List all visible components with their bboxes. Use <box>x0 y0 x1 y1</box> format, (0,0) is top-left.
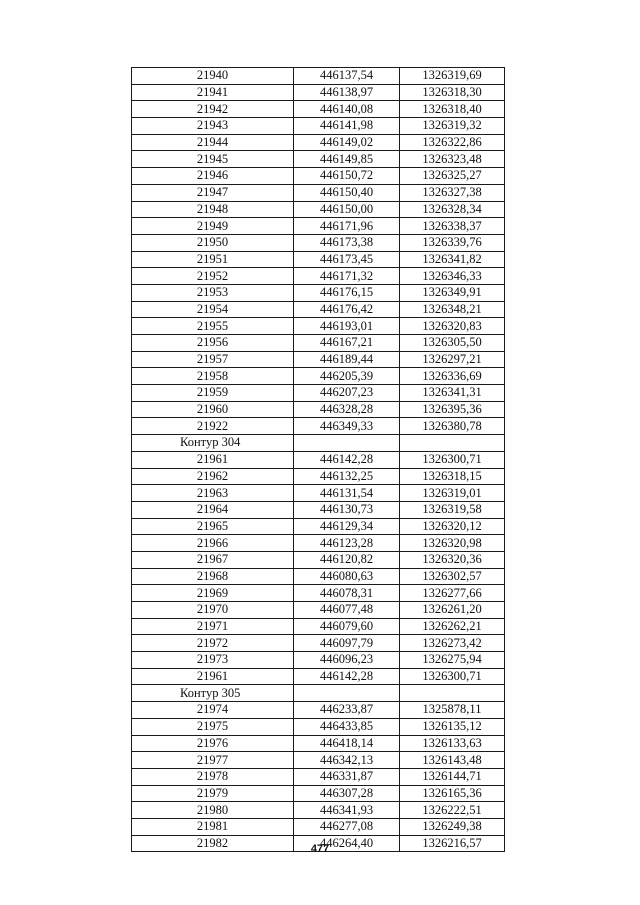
table-row <box>132 752 505 769</box>
point-id-cell: 21962 <box>132 468 294 485</box>
point-id-cell: 21981 <box>132 818 294 835</box>
table-row <box>132 785 505 802</box>
y-coordinate-cell: 1326249,38 <box>400 818 505 835</box>
y-coordinate-cell: 1326325,27 <box>400 168 505 185</box>
table-row <box>132 652 505 669</box>
table-row <box>132 518 505 535</box>
y-coordinate-cell: 1326338,37 <box>400 218 505 235</box>
x-coordinate-cell: 446171,32 <box>294 268 400 285</box>
x-coordinate-cell: 446123,28 <box>294 535 400 552</box>
table-row <box>132 702 505 719</box>
x-coordinate-cell: 446418,14 <box>294 735 400 752</box>
x-coordinate-cell: 446132,25 <box>294 468 400 485</box>
y-coordinate-cell: 1326349,91 <box>400 284 505 301</box>
point-id-cell: 21961 <box>132 451 294 468</box>
table-row <box>132 668 505 685</box>
point-id-cell: 21951 <box>132 251 294 268</box>
point-id-cell: 21969 <box>132 585 294 602</box>
y-coordinate-cell: 1326273,42 <box>400 635 505 652</box>
x-coordinate-cell: 446130,73 <box>294 501 400 518</box>
point-id-cell: 21978 <box>132 768 294 785</box>
y-coordinate-cell: 1326323,48 <box>400 151 505 168</box>
y-coordinate-cell: 1326320,12 <box>400 518 505 535</box>
point-id-cell: 21945 <box>132 151 294 168</box>
y-coordinate-cell: 1326328,34 <box>400 201 505 218</box>
y-coordinate-cell: 1326216,57 <box>400 835 505 852</box>
point-id-cell: 21966 <box>132 535 294 552</box>
y-coordinate-cell: 1326320,98 <box>400 535 505 552</box>
x-coordinate-cell: 446189,44 <box>294 351 400 368</box>
table-row <box>132 635 505 652</box>
table-row <box>132 318 505 335</box>
table-row <box>132 201 505 218</box>
table-row <box>132 168 505 185</box>
x-coordinate-cell: 446264,40 <box>294 835 400 852</box>
point-id-cell: 21973 <box>132 652 294 669</box>
y-coordinate-cell: 1326336,69 <box>400 368 505 385</box>
point-id-cell: 21952 <box>132 268 294 285</box>
table-row <box>132 268 505 285</box>
table-row <box>132 418 505 435</box>
empty-cell <box>400 435 505 452</box>
point-id-cell: 21970 <box>132 602 294 619</box>
x-coordinate-cell: 446150,40 <box>294 184 400 201</box>
table-row <box>132 84 505 101</box>
x-coordinate-cell: 446078,31 <box>294 585 400 602</box>
x-coordinate-cell: 446142,28 <box>294 668 400 685</box>
y-coordinate-cell: 1326302,57 <box>400 568 505 585</box>
x-coordinate-cell: 446142,28 <box>294 451 400 468</box>
coordinates-table-body <box>132 68 505 852</box>
point-id-cell: 21979 <box>132 785 294 802</box>
empty-cell <box>294 685 400 702</box>
y-coordinate-cell: 1326300,71 <box>400 451 505 468</box>
point-id-cell: 21972 <box>132 635 294 652</box>
y-coordinate-cell: 1326318,15 <box>400 468 505 485</box>
y-coordinate-cell: 1326262,21 <box>400 618 505 635</box>
x-coordinate-cell: 446096,23 <box>294 652 400 669</box>
point-id-cell: 21961 <box>132 668 294 685</box>
x-coordinate-cell: 446277,08 <box>294 818 400 835</box>
y-coordinate-cell: 1326144,71 <box>400 768 505 785</box>
point-id-cell: 21954 <box>132 301 294 318</box>
x-coordinate-cell: 446205,39 <box>294 368 400 385</box>
table-row <box>132 68 505 85</box>
y-coordinate-cell: 1326341,31 <box>400 385 505 402</box>
y-coordinate-cell: 1326319,58 <box>400 501 505 518</box>
table-row <box>132 301 505 318</box>
table-row <box>132 735 505 752</box>
x-coordinate-cell: 446077,48 <box>294 602 400 619</box>
point-id-cell: 21953 <box>132 284 294 301</box>
table-row <box>132 218 505 235</box>
x-coordinate-cell: 446207,23 <box>294 385 400 402</box>
table-row <box>132 118 505 135</box>
y-coordinate-cell: 1326322,86 <box>400 134 505 151</box>
y-coordinate-cell: 1326320,83 <box>400 318 505 335</box>
y-coordinate-cell: 1326320,36 <box>400 551 505 568</box>
point-id-cell: 21974 <box>132 702 294 719</box>
x-coordinate-cell: 446129,34 <box>294 518 400 535</box>
x-coordinate-cell: 446176,42 <box>294 301 400 318</box>
y-coordinate-cell: 1326318,40 <box>400 101 505 118</box>
contour-header-row <box>132 685 505 702</box>
point-id-cell: 21944 <box>132 134 294 151</box>
y-coordinate-cell: 1326261,20 <box>400 602 505 619</box>
x-coordinate-cell: 446342,13 <box>294 752 400 769</box>
empty-cell <box>294 435 400 452</box>
x-coordinate-cell: 446150,00 <box>294 201 400 218</box>
y-coordinate-cell: 1325878,11 <box>400 702 505 719</box>
point-id-cell: 21958 <box>132 368 294 385</box>
x-coordinate-cell: 446167,21 <box>294 335 400 352</box>
point-id-cell: 21968 <box>132 568 294 585</box>
y-coordinate-cell: 1326327,38 <box>400 184 505 201</box>
table-row <box>132 768 505 785</box>
contour-label: Контур 304 <box>132 435 294 452</box>
table-row <box>132 451 505 468</box>
table-row <box>132 585 505 602</box>
x-coordinate-cell: 446140,08 <box>294 101 400 118</box>
y-coordinate-cell: 1326133,63 <box>400 735 505 752</box>
x-coordinate-cell: 446120,82 <box>294 551 400 568</box>
y-coordinate-cell: 1326318,30 <box>400 84 505 101</box>
table-row <box>132 802 505 819</box>
y-coordinate-cell: 1326300,71 <box>400 668 505 685</box>
table-row <box>132 501 505 518</box>
y-coordinate-cell: 1326339,76 <box>400 234 505 251</box>
x-coordinate-cell: 446079,60 <box>294 618 400 635</box>
point-id-cell: 21950 <box>132 234 294 251</box>
table-row <box>132 468 505 485</box>
point-id-cell: 21964 <box>132 501 294 518</box>
point-id-cell: 21976 <box>132 735 294 752</box>
table-row <box>132 718 505 735</box>
y-coordinate-cell: 1326346,33 <box>400 268 505 285</box>
x-coordinate-cell: 446138,97 <box>294 84 400 101</box>
x-coordinate-cell: 446149,85 <box>294 151 400 168</box>
point-id-cell: 21982 <box>132 835 294 852</box>
x-coordinate-cell: 446307,28 <box>294 785 400 802</box>
table-row <box>132 151 505 168</box>
point-id-cell: 21941 <box>132 84 294 101</box>
x-coordinate-cell: 446141,98 <box>294 118 400 135</box>
table-row <box>132 101 505 118</box>
point-id-cell: 21948 <box>132 201 294 218</box>
table-row <box>132 134 505 151</box>
y-coordinate-cell: 1326319,32 <box>400 118 505 135</box>
page-number: 477 <box>310 843 330 855</box>
table-row <box>132 551 505 568</box>
table-row <box>132 618 505 635</box>
table-row <box>132 234 505 251</box>
table-row <box>132 485 505 502</box>
coordinates-table <box>131 67 505 852</box>
x-coordinate-cell: 446097,79 <box>294 635 400 652</box>
y-coordinate-cell: 1326165,36 <box>400 785 505 802</box>
x-coordinate-cell: 446341,93 <box>294 802 400 819</box>
y-coordinate-cell: 1326341,82 <box>400 251 505 268</box>
table-row <box>132 184 505 201</box>
y-coordinate-cell: 1326319,01 <box>400 485 505 502</box>
y-coordinate-cell: 1326395,36 <box>400 401 505 418</box>
table-row <box>132 401 505 418</box>
y-coordinate-cell: 1326380,78 <box>400 418 505 435</box>
table-row <box>132 284 505 301</box>
point-id-cell: 21940 <box>132 68 294 85</box>
point-id-cell: 21957 <box>132 351 294 368</box>
table-row <box>132 335 505 352</box>
x-coordinate-cell: 446331,87 <box>294 768 400 785</box>
point-id-cell: 21967 <box>132 551 294 568</box>
x-coordinate-cell: 446137,54 <box>294 68 400 85</box>
y-coordinate-cell: 1326135,12 <box>400 718 505 735</box>
point-id-cell: 21980 <box>132 802 294 819</box>
y-coordinate-cell: 1326275,94 <box>400 652 505 669</box>
point-id-cell: 21963 <box>132 485 294 502</box>
point-id-cell: 21946 <box>132 168 294 185</box>
table-row <box>132 251 505 268</box>
x-coordinate-cell: 446233,87 <box>294 702 400 719</box>
table-row <box>132 818 505 835</box>
contour-header-row <box>132 435 505 452</box>
point-id-cell: 21955 <box>132 318 294 335</box>
x-coordinate-cell: 446193,01 <box>294 318 400 335</box>
y-coordinate-cell: 1326222,51 <box>400 802 505 819</box>
point-id-cell: 21942 <box>132 101 294 118</box>
point-id-cell: 21922 <box>132 418 294 435</box>
x-coordinate-cell: 446171,96 <box>294 218 400 235</box>
table-row <box>132 351 505 368</box>
point-id-cell: 21965 <box>132 518 294 535</box>
point-id-cell: 21949 <box>132 218 294 235</box>
point-id-cell: 21947 <box>132 184 294 201</box>
point-id-cell: 21956 <box>132 335 294 352</box>
empty-cell <box>400 685 505 702</box>
x-coordinate-cell: 446149,02 <box>294 134 400 151</box>
point-id-cell: 21943 <box>132 118 294 135</box>
point-id-cell: 21977 <box>132 752 294 769</box>
x-coordinate-cell: 446349,33 <box>294 418 400 435</box>
x-coordinate-cell: 446080,63 <box>294 568 400 585</box>
table-row <box>132 535 505 552</box>
x-coordinate-cell: 446173,38 <box>294 234 400 251</box>
point-id-cell: 21975 <box>132 718 294 735</box>
x-coordinate-cell: 446131,54 <box>294 485 400 502</box>
x-coordinate-cell: 446173,45 <box>294 251 400 268</box>
point-id-cell: 21960 <box>132 401 294 418</box>
point-id-cell: 21971 <box>132 618 294 635</box>
table-row <box>132 385 505 402</box>
x-coordinate-cell: 446328,28 <box>294 401 400 418</box>
table-row <box>132 368 505 385</box>
contour-label: Контур 305 <box>132 685 294 702</box>
table-row <box>132 568 505 585</box>
y-coordinate-cell: 1326319,69 <box>400 68 505 85</box>
y-coordinate-cell: 1326305,50 <box>400 335 505 352</box>
y-coordinate-cell: 1326348,21 <box>400 301 505 318</box>
y-coordinate-cell: 1326143,48 <box>400 752 505 769</box>
table-row <box>132 602 505 619</box>
y-coordinate-cell: 1326297,21 <box>400 351 505 368</box>
point-id-cell: 21959 <box>132 385 294 402</box>
y-coordinate-cell: 1326277,66 <box>400 585 505 602</box>
x-coordinate-cell: 446150,72 <box>294 168 400 185</box>
x-coordinate-cell: 446176,15 <box>294 284 400 301</box>
x-coordinate-cell: 446433,85 <box>294 718 400 735</box>
